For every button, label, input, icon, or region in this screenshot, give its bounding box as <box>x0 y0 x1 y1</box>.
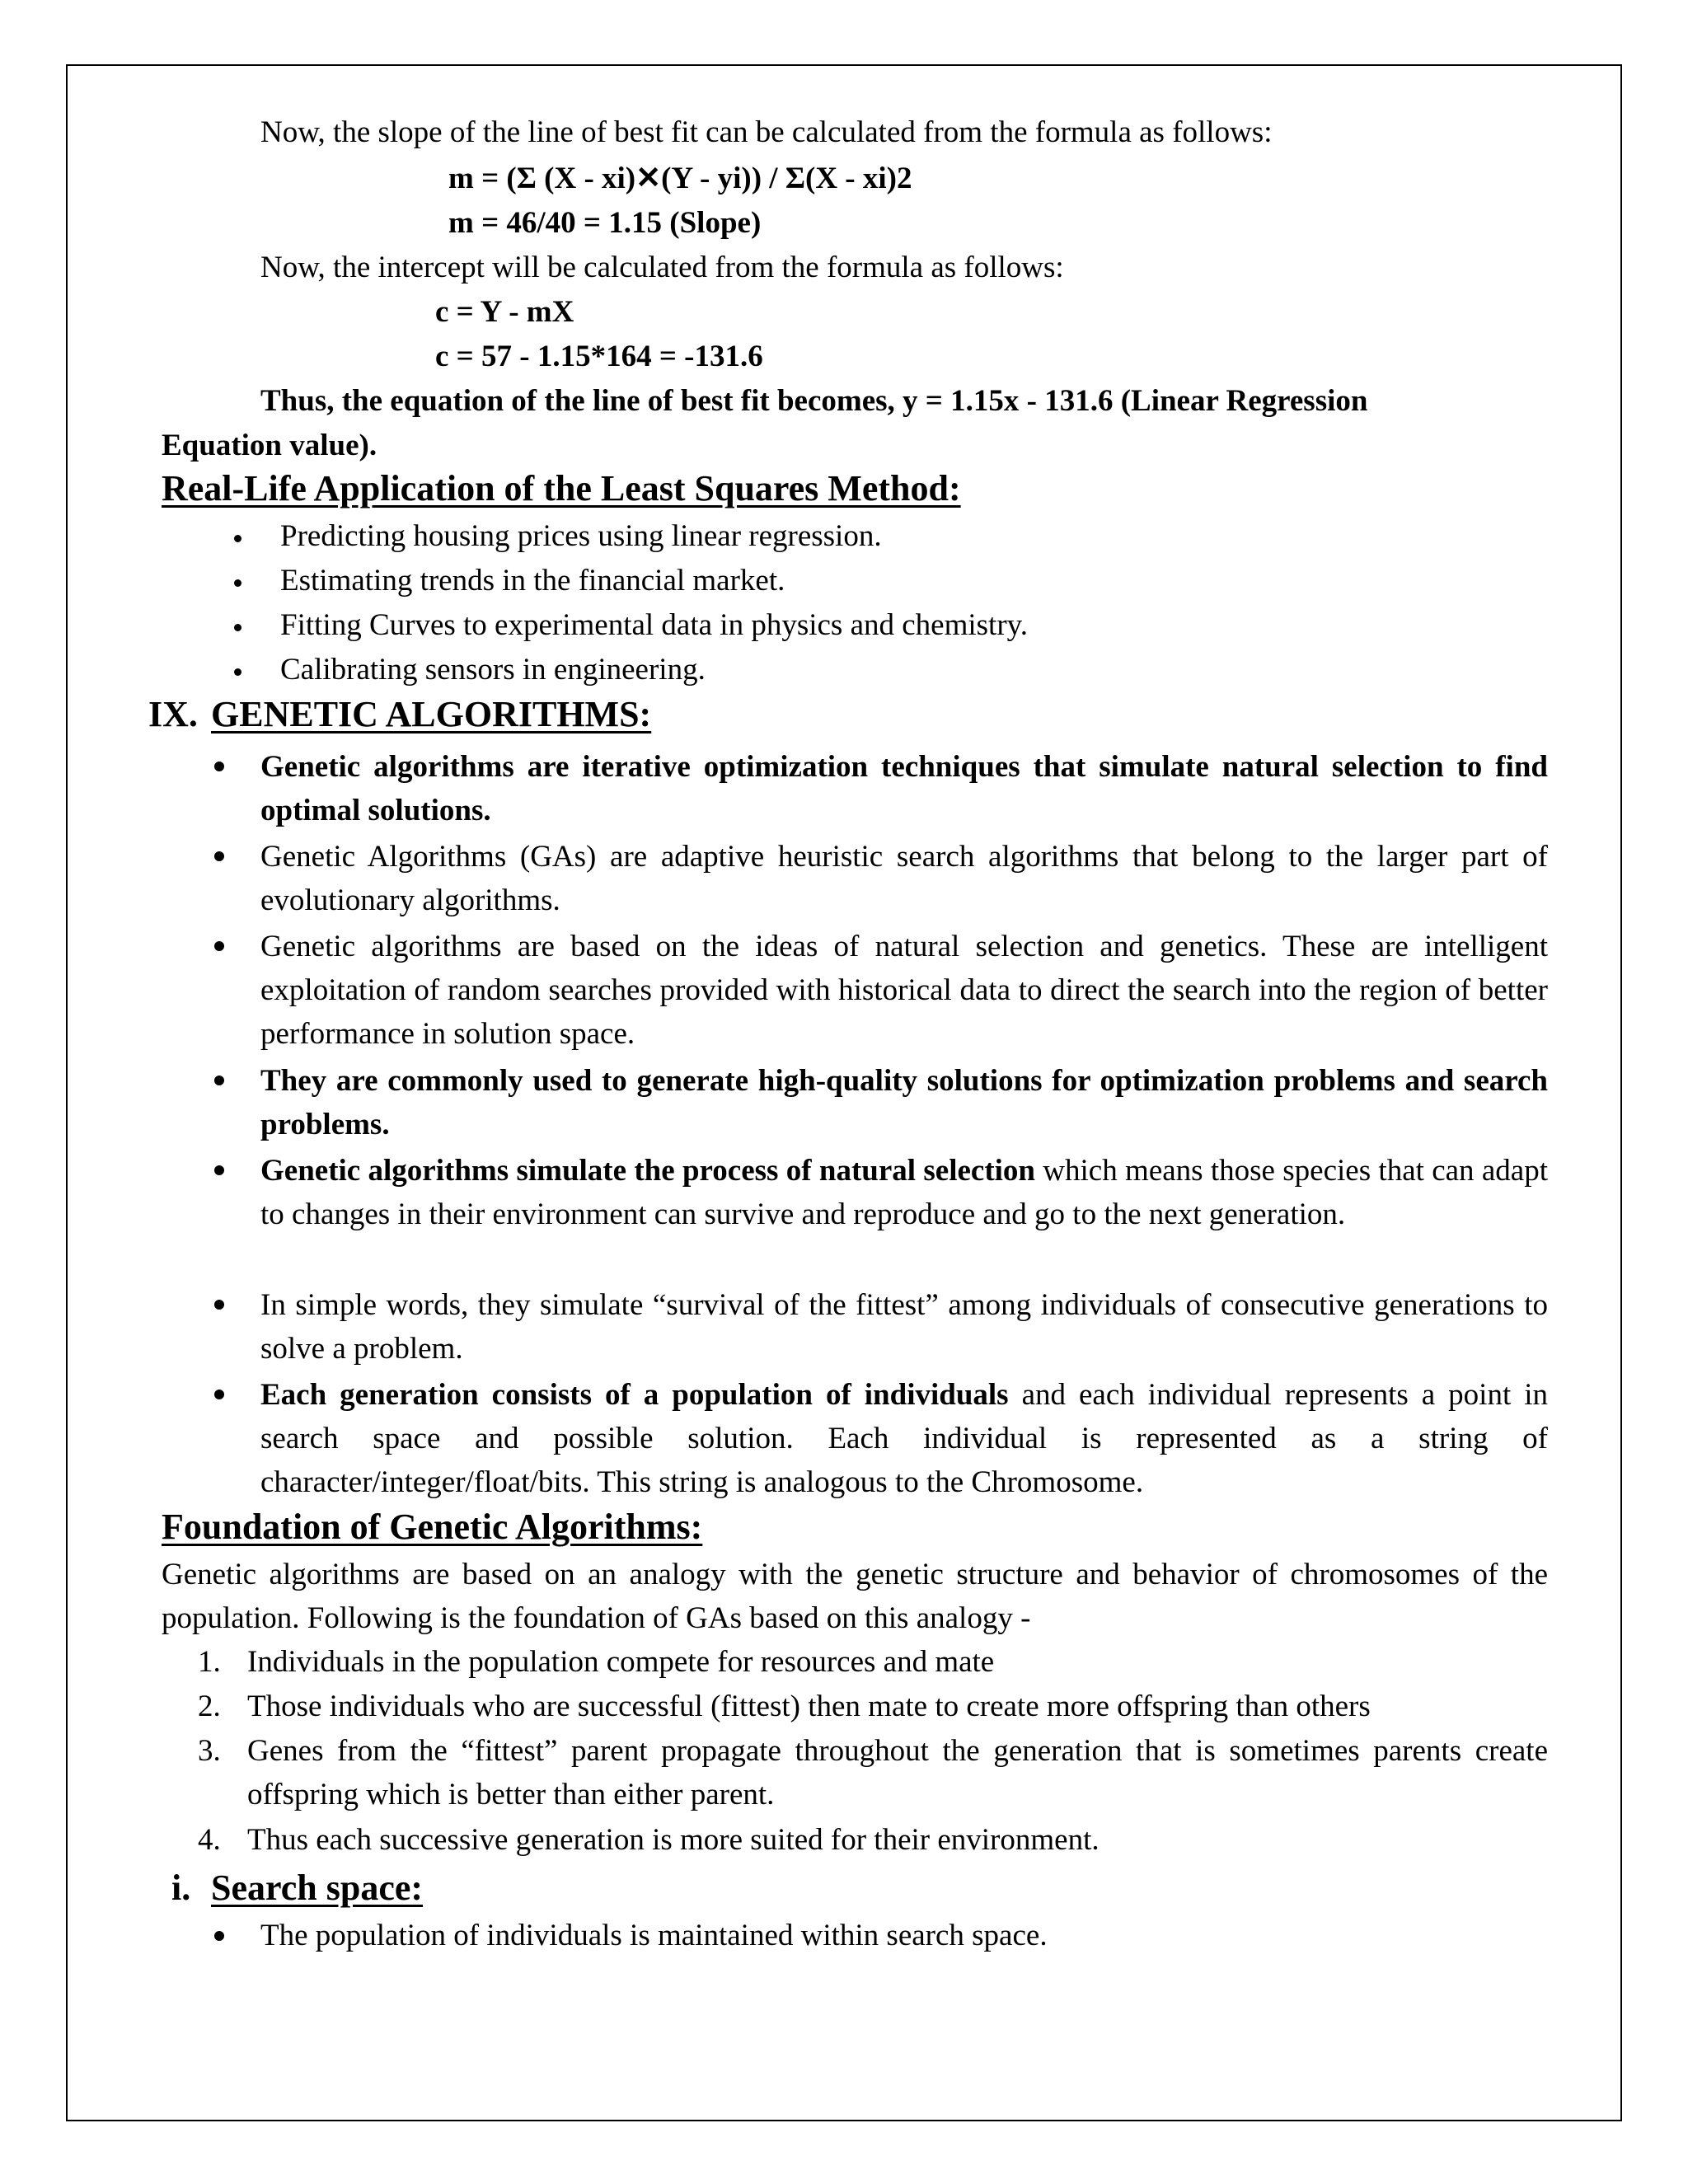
genetic-bullet-3: Genetic algorithms are based on the ideas of natural selection and genetics. These are intelligent exploitation of random searches provided with historical data to direct the search into the region of better performance in solution space. <box>260 930 1548 1051</box>
bullet-icon <box>234 535 241 542</box>
bullet-icon <box>234 579 241 587</box>
genetic-bullet-5: Genetic algorithms simulate the process of natural selection which means those species that can adapt to changes in their environment can survive and reproduce and go to the next generation. <box>260 1154 1548 1231</box>
slope-intro: Now, the slope of the line of best fit can be calculated from the formula as follows: <box>260 115 1273 149</box>
list-item: Estimating trends in the financial market. <box>280 564 785 598</box>
list-item: Genes from the “fittest” parent propagate throughout the generation that is sometimes parents create offspring which is better than either parent. <box>247 1734 1548 1811</box>
applications-heading: Real-Life Application of the Least Squares Method: <box>162 468 961 509</box>
genetic-bullet-7: Each generation consists of a population of individuals and each individual represents a point in search space and possible solution. Each individual is represented as a string of character/integer/float/bits. This string is analogous to the Chromosome. <box>260 1378 1548 1499</box>
bullet-icon <box>214 1390 224 1399</box>
list-item: Individuals in the population compete for resources and mate <box>247 1645 995 1679</box>
intercept-formula: c = Y - mX <box>435 295 574 329</box>
bullet-icon <box>214 762 224 771</box>
slope-result: m = 46/40 = 1.15 (Slope) <box>448 206 762 240</box>
list-number: 2. <box>198 1690 221 1723</box>
genetic-bullet-4: They are commonly used to generate high-quality solutions for optimization problems and search problems. <box>260 1064 1548 1141</box>
conclusion-line-2: Equation value). <box>162 429 377 462</box>
slope-formula: m = (Σ (X - xi)✕(Y - yi)) / Σ(X - xi)2 <box>448 162 912 195</box>
bullet-icon <box>234 624 241 631</box>
search-space-heading: Search space: <box>211 1868 424 1908</box>
list-item: Calibrating sensors in engineering. <box>280 653 706 687</box>
list-item: Those individuals who are successful (fittest) then mate to create more offspring than others <box>247 1690 1371 1723</box>
list-item: Thus each successive generation is more suited for their environment. <box>247 1823 1100 1857</box>
list-number: 1. <box>198 1645 221 1679</box>
bullet-icon <box>214 1076 224 1085</box>
list-item: Fitting Curves to experimental data in physics and chemistry. <box>280 608 1029 642</box>
foundation-intro: Genetic algorithms are based on an analogy with the genetic structure and behavior of chromosomes of the population. Following is the foundation of GAs based on this analogy - <box>162 1558 1548 1635</box>
list-number: 4. <box>198 1823 221 1857</box>
genetic-bullet-6: In simple words, they simulate “survival of the fittest” among individuals of consecutive generations to solve a problem. <box>260 1288 1548 1366</box>
bullet-icon <box>234 668 241 676</box>
list-item: The population of individuals is maintained within search space. <box>260 1919 1048 1952</box>
bullet-icon <box>214 1300 224 1310</box>
bullet-icon <box>214 1165 224 1175</box>
intercept-intro: Now, the intercept will be calculated from the formula as follows: <box>260 251 1064 284</box>
section-numeral: IX. <box>148 694 198 734</box>
bullet-icon <box>214 941 224 951</box>
subsection-numeral: i. <box>171 1868 191 1908</box>
list-item: Predicting housing prices using linear regression. <box>280 519 882 553</box>
genetic-bullet-1: Genetic algorithms are iterative optimization techniques that simulate natural selection to find optimal solutions. <box>260 750 1548 827</box>
bullet-icon <box>214 851 224 861</box>
bullet-icon <box>214 1931 224 1941</box>
foundation-heading: Foundation of Genetic Algorithms: <box>162 1507 703 1547</box>
genetic-heading: GENETIC ALGORITHMS: <box>211 694 652 734</box>
intercept-result: c = 57 - 1.15*164 = -131.6 <box>435 340 763 373</box>
conclusion-line-1: Thus, the equation of the line of best fit becomes, y = 1.15x - 131.6 (Linear Regression <box>260 384 1368 418</box>
genetic-bullet-2: Genetic Algorithms (GAs) are adaptive heuristic search algorithms that belong to the larger part of evolutionary algorithms. <box>260 840 1548 917</box>
list-number: 3. <box>198 1734 221 1768</box>
